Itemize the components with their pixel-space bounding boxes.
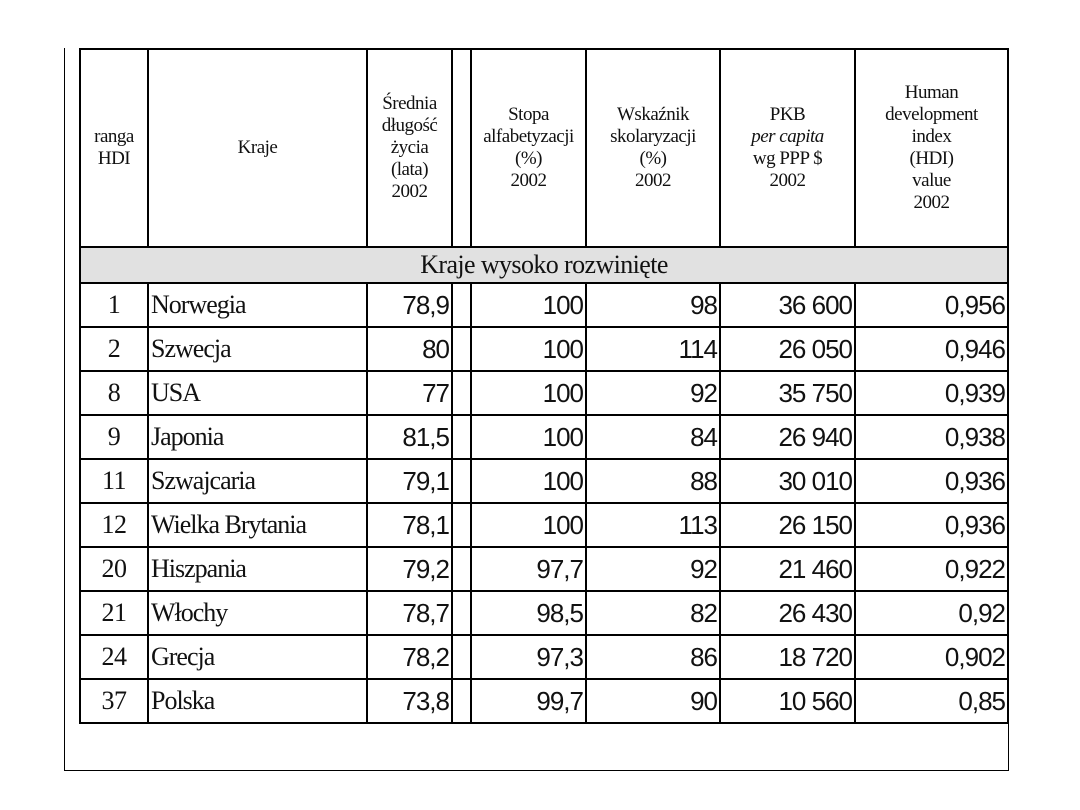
country-cell: Grecja <box>148 635 367 679</box>
table-row <box>80 679 1008 723</box>
table-row <box>80 327 1008 371</box>
life-expectancy-cell: 78,7 <box>367 591 452 635</box>
hdi-cell: 0,92 <box>855 591 1008 635</box>
country-cell: Japonia <box>148 415 367 459</box>
country-cell: USA <box>148 371 367 415</box>
life-expectancy-cell: 79,1 <box>367 459 452 503</box>
gdp-cell: 30 010 <box>720 459 855 503</box>
table-row <box>80 371 1008 415</box>
hdi-cell: 0,939 <box>855 371 1008 415</box>
life-expectancy-cell: 78,9 <box>367 283 452 327</box>
spacer-cell <box>452 415 471 459</box>
gdp-cell: 26 050 <box>720 327 855 371</box>
hdi-cell: 0,922 <box>855 547 1008 591</box>
rank-cell: 8 <box>80 371 148 415</box>
rank-cell: 21 <box>80 591 148 635</box>
spacer-cell <box>452 503 471 547</box>
gdp-cell: 35 750 <box>720 371 855 415</box>
rank-cell: 37 <box>80 679 148 723</box>
gdp-cell: 26 150 <box>720 503 855 547</box>
header-literacy: Stopa alfabetyzacji (%) 2002 <box>471 49 586 247</box>
table-row <box>80 591 1008 635</box>
country-cell: Polska <box>148 679 367 723</box>
schooling-cell: 88 <box>586 459 720 503</box>
literacy-cell: 97,3 <box>471 635 586 679</box>
literacy-cell: 100 <box>471 415 586 459</box>
spacer-cell <box>452 547 471 591</box>
life-expectancy-cell: 77 <box>367 371 452 415</box>
header-schooling: Wskaźnik skolaryzacji (%) 2002 <box>586 49 720 247</box>
rank-cell: 9 <box>80 415 148 459</box>
country-cell: Szwajcaria <box>148 459 367 503</box>
hdi-cell: 0,946 <box>855 327 1008 371</box>
hdi-cell: 0,902 <box>855 635 1008 679</box>
country-cell: Szwecja <box>148 327 367 371</box>
hdi-cell: 0,938 <box>855 415 1008 459</box>
country-cell: Włochy <box>148 591 367 635</box>
literacy-cell: 100 <box>471 327 586 371</box>
rank-cell: 20 <box>80 547 148 591</box>
life-expectancy-cell: 79,2 <box>367 547 452 591</box>
rank-cell: 12 <box>80 503 148 547</box>
spacer-cell <box>452 679 471 723</box>
spacer-cell <box>452 635 471 679</box>
hdi-cell: 0,936 <box>855 459 1008 503</box>
table-row <box>80 459 1008 503</box>
hdi-cell: 0,85 <box>855 679 1008 723</box>
schooling-cell: 114 <box>586 327 720 371</box>
literacy-cell: 100 <box>471 371 586 415</box>
section-row <box>80 247 1008 283</box>
table-row <box>80 415 1008 459</box>
hdi-cell: 0,936 <box>855 503 1008 547</box>
spacer-cell <box>452 371 471 415</box>
literacy-cell: 100 <box>471 503 586 547</box>
life-expectancy-cell: 81,5 <box>367 415 452 459</box>
rank-cell: 1 <box>80 283 148 327</box>
table-row <box>80 503 1008 547</box>
spacer-cell <box>452 591 471 635</box>
literacy-cell: 98,5 <box>471 591 586 635</box>
country-cell: Hiszpania <box>148 547 367 591</box>
spacer-cell <box>452 327 471 371</box>
schooling-cell: 92 <box>586 547 720 591</box>
gdp-cell: 10 560 <box>720 679 855 723</box>
schooling-cell: 82 <box>586 591 720 635</box>
table-row <box>80 635 1008 679</box>
schooling-cell: 98 <box>586 283 720 327</box>
schooling-cell: 86 <box>586 635 720 679</box>
header-spacer <box>452 49 471 247</box>
gdp-cell: 21 460 <box>720 547 855 591</box>
schooling-cell: 113 <box>586 503 720 547</box>
country-cell: Norwegia <box>148 283 367 327</box>
header-gdp: PKB per capita wg PPP $ 2002 <box>720 49 855 247</box>
hdi-cell: 0,956 <box>855 283 1008 327</box>
gdp-cell: 18 720 <box>720 635 855 679</box>
gdp-cell: 36 600 <box>720 283 855 327</box>
header-rank: ranga HDI <box>80 49 148 247</box>
header-country: Kraje <box>148 49 367 247</box>
schooling-cell: 90 <box>586 679 720 723</box>
literacy-cell: 100 <box>471 459 586 503</box>
spacer-cell <box>452 459 471 503</box>
literacy-cell: 100 <box>471 283 586 327</box>
spacer-cell <box>452 283 471 327</box>
schooling-cell: 84 <box>586 415 720 459</box>
gdp-cell: 26 430 <box>720 591 855 635</box>
rank-cell: 11 <box>80 459 148 503</box>
header-hdi: Human development index (HDI) value 2002 <box>855 49 1008 247</box>
table-row <box>80 547 1008 591</box>
country-cell: Wielka Brytania <box>148 503 367 547</box>
life-expectancy-cell: 78,1 <box>367 503 452 547</box>
life-expectancy-cell: 80 <box>367 327 452 371</box>
life-expectancy-cell: 78,2 <box>367 635 452 679</box>
literacy-cell: 97,7 <box>471 547 586 591</box>
life-expectancy-cell: 73,8 <box>367 679 452 723</box>
section-title: Kraje wysoko rozwinięte <box>80 247 1008 283</box>
rank-cell: 24 <box>80 635 148 679</box>
hdi-table <box>79 48 1009 724</box>
rank-cell: 2 <box>80 327 148 371</box>
header-row <box>80 49 1008 247</box>
table-row <box>80 283 1008 327</box>
schooling-cell: 92 <box>586 371 720 415</box>
literacy-cell: 99,7 <box>471 679 586 723</box>
gdp-cell: 26 940 <box>720 415 855 459</box>
header-life-expectancy: Średnia długość życia (lata) 2002 <box>367 49 452 247</box>
